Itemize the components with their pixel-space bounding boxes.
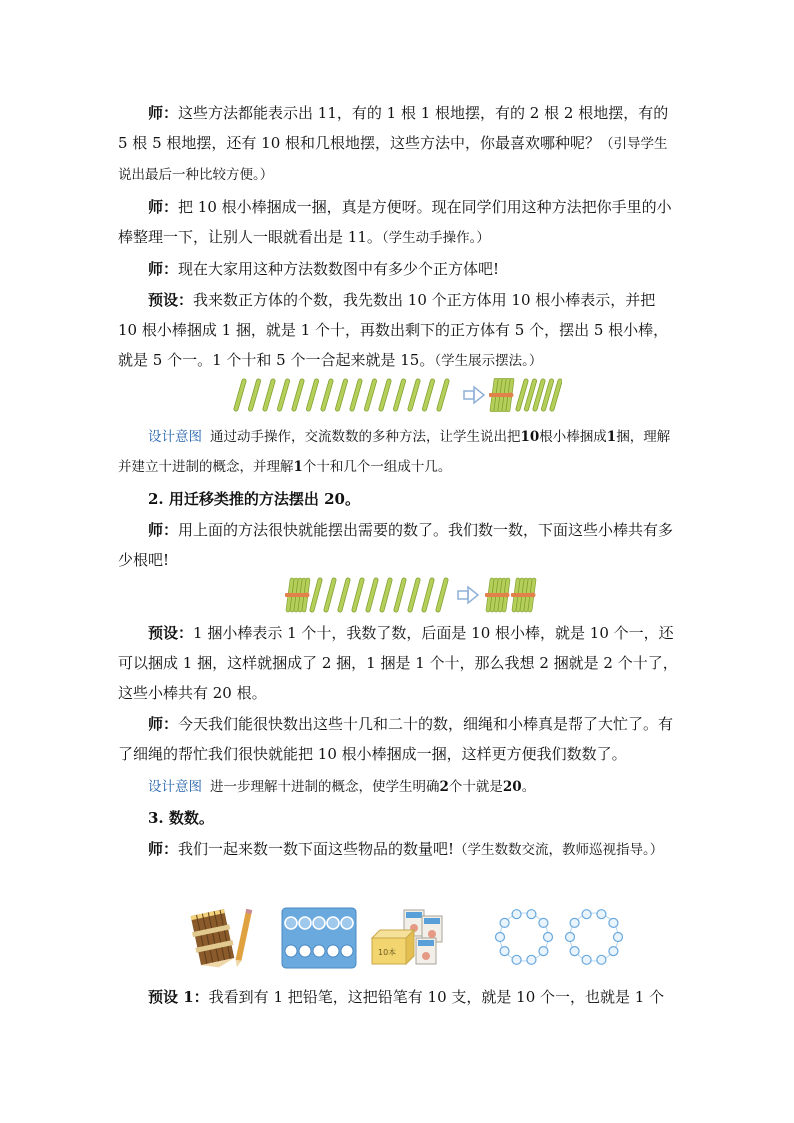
bead-icon [597,910,606,919]
paragraph-teacher-5 [118,709,678,769]
paragraph-text: 把 10 根小棒捆成一捆，真是方便呀。现在同学们用这种方法把你手里的小棒整理一下，让别人一眼就看出是 11。 [118,198,672,246]
stick-icon [326,580,334,610]
stick-icon [312,580,320,610]
bundle-sticks [489,380,514,410]
stick-icon [309,381,317,409]
stick-icon [410,580,418,610]
bead-icon [597,955,606,964]
speaker-label: 预设： [148,624,194,642]
stick-icon [438,580,446,610]
stick-icon [381,381,389,409]
section-heading-2: 2. 用迁移类推的方法摆出 20。 [148,490,360,508]
pencil-bundle-icon [189,909,238,971]
paragraph-teacher-4 [118,515,678,575]
speaker-label: 师： [148,521,179,539]
stick-icon [425,381,433,409]
bundle-sticks [511,580,536,610]
bead-icon [544,933,553,942]
stick-icon [439,381,447,409]
design-text: 进一步理解十进制的概念，使学生明确 [210,779,440,795]
paragraph-preset-1 [118,285,678,376]
bead-icon [539,947,548,956]
egg-icon [313,945,325,957]
stick-bundle-icon [485,580,510,610]
design-text: 。 [521,779,536,795]
design-number: 10 [520,429,540,445]
design-text: 个十和几个一组成十几。 [302,459,452,475]
bead-icon [496,933,505,942]
bead-icon [527,955,536,964]
stick-icon [552,381,560,409]
bead-icon [582,910,591,919]
design-text: 通过动手操作，交流数数的多种方法，让学生说出把 [210,429,521,445]
bead-icon [512,955,521,964]
stick-icon [382,580,390,610]
paragraph-teacher-3 [118,254,678,284]
egg-icon [341,917,353,929]
speaker-label: 师： [148,104,179,122]
bead-icon [582,955,591,964]
stick-icon [424,580,432,610]
design-number: 1 [606,429,617,445]
bead-icon [609,918,618,927]
speaker-label: 预设： [148,291,194,309]
speaker-label: 师： [148,260,179,278]
design-text: 根小棒捆成 [539,429,607,445]
stick-icon [518,381,526,409]
paragraph-note: （学生展示摆法。） [434,353,543,369]
paragraph-preset-3 [118,982,678,1012]
design-number: 1 [293,459,303,475]
stick-icon [280,381,288,409]
egg-icon [299,945,311,957]
stick-icon [367,381,375,409]
paragraph-text: 1 捆小棒表示 1 个十，我数了数，后面是 10 根小棒，就是 10 个一，还可以捆成 1 捆，这样就捆成了 2 捆，1 捆是 1 个十，那么我想 2 捆就是 2 个十了，这些小棒共有 20 根。 [118,624,678,702]
egg-icon [341,945,353,957]
egg-icon [285,917,297,929]
bundle-sticks [485,580,510,610]
stick-icon [265,381,273,409]
stick-icon [294,381,302,409]
arrow-icon [464,387,484,403]
design-text: 捆，理解并建立十进制的概念，并理解 [118,429,671,475]
bead-ring-icon [496,910,553,965]
stick-icon [338,381,346,409]
paragraph-teacher-1 [118,98,678,190]
stick-icon [396,381,404,409]
design-text: 个十就是 [448,779,503,795]
loose-sticks-group [236,381,447,409]
stick-icon [544,381,552,409]
paragraph-text: 我们一起来数一数下面这些物品的数量吧! [178,840,455,858]
speaker-label: 师： [148,840,179,858]
paragraph-text: 用上面的方法很快就能摆出需要的数了。我们数一数，下面这些小棒共有多少根吧! [118,521,674,569]
stick-bundle-icon [489,380,514,410]
paragraph-teacher-2 [118,192,678,253]
paragraph-text: 我来数正方体的个数，我先数出 10 个正方体用 10 根小棒表示，并把 10 根小棒捆成 1 捆，就是 1 个十，再数出剩下的正方体有 5 个，摆出 5 根小棒，就是 5 个一。1 个十和 5 个一合起来就是 15。 [118,291,669,369]
books-and-box-image [370,904,446,970]
box-label: 10本 [378,948,397,957]
bead-rings-image [490,902,630,972]
stick-icon [340,580,348,610]
paragraph-note: （引导学生说出最后一种比较方便。） [118,136,668,183]
stick-icon [527,381,535,409]
stick-icon [410,381,418,409]
paragraph-preset-2 [118,618,678,708]
stick-icon [396,580,404,610]
bead-icon [539,918,548,927]
design-intent-tag: 设计意图 [148,779,202,795]
bead-icon [570,947,579,956]
design-intent-2 [118,772,678,802]
paragraph-text: 现在大家用这种方法数数图中有多少个正方体吧! [178,260,500,278]
paragraph-text: 这些方法都能表示出 11，有的 1 根 1 根地摆，有的 2 根 2 根地摆，有的 5 根 5 根地摆，还有 10 根和几根地摆，这些方法中，你最喜欢哪种呢？ [118,104,669,152]
bead-icon [614,933,623,942]
pencil-bundle-image [188,905,256,971]
bead-icon [512,910,521,919]
egg-tray-image [281,907,357,969]
five-sticks-group [518,381,560,409]
paragraph-teacher-6 [118,834,678,865]
egg-icon [327,917,339,929]
egg-tray-icon [282,908,356,968]
figure-sticks-20 [282,577,542,613]
bead-icon [570,918,579,927]
bead-icon [566,933,575,942]
bead-icon [527,910,536,919]
egg-icon [327,945,339,957]
speaker-label: 师： [148,715,179,733]
design-intent-1 [118,422,678,482]
stick-bundle-icon [511,580,536,610]
bead-icon [609,947,618,956]
paragraph-text: 今天我们能很快数出这些十几和二十的数，细绳和小棒真是帮了大忙了。有了细绳的帮忙我们很快就能把 10 根小棒捆成一捆，这样更方便我们数数了。 [118,715,674,763]
design-number: 2 [439,779,449,795]
paragraph-note: （学生数数交流，教师巡视指导。） [454,842,664,858]
design-number: 20 [502,779,522,795]
stick-bundle-icon [285,580,310,610]
paragraph-note: （学生动手操作。） [381,230,490,246]
figure-sticks-15 [232,378,562,412]
section-heading-3: 3. 数数。 [148,809,214,827]
stick-icon [251,381,259,409]
egg-icon [299,917,311,929]
stick-icon [535,381,543,409]
design-intent-tag: 设计意图 [148,429,202,445]
stick-icon [323,381,331,409]
speaker-label: 预设 1： [148,988,209,1006]
bead-ring-icon [566,910,623,965]
stick-icon [368,580,376,610]
egg-icon [313,917,325,929]
bead-icon [500,947,509,956]
book-box-icon [372,930,414,964]
stick-icon [352,381,360,409]
single-pencil-icon [234,909,252,968]
loose-sticks-group [312,580,446,610]
bead-icon [500,918,509,927]
arrow-icon [458,587,478,603]
bundle-sticks [285,580,310,610]
speaker-label: 师： [148,198,179,216]
egg-icon [285,945,297,957]
paragraph-text: 我看到有 1 把铅笔，这把铅笔有 10 支，就是 10 个一，也就是 1 个 [208,988,665,1006]
stick-icon [236,381,244,409]
stick-icon [354,580,362,610]
